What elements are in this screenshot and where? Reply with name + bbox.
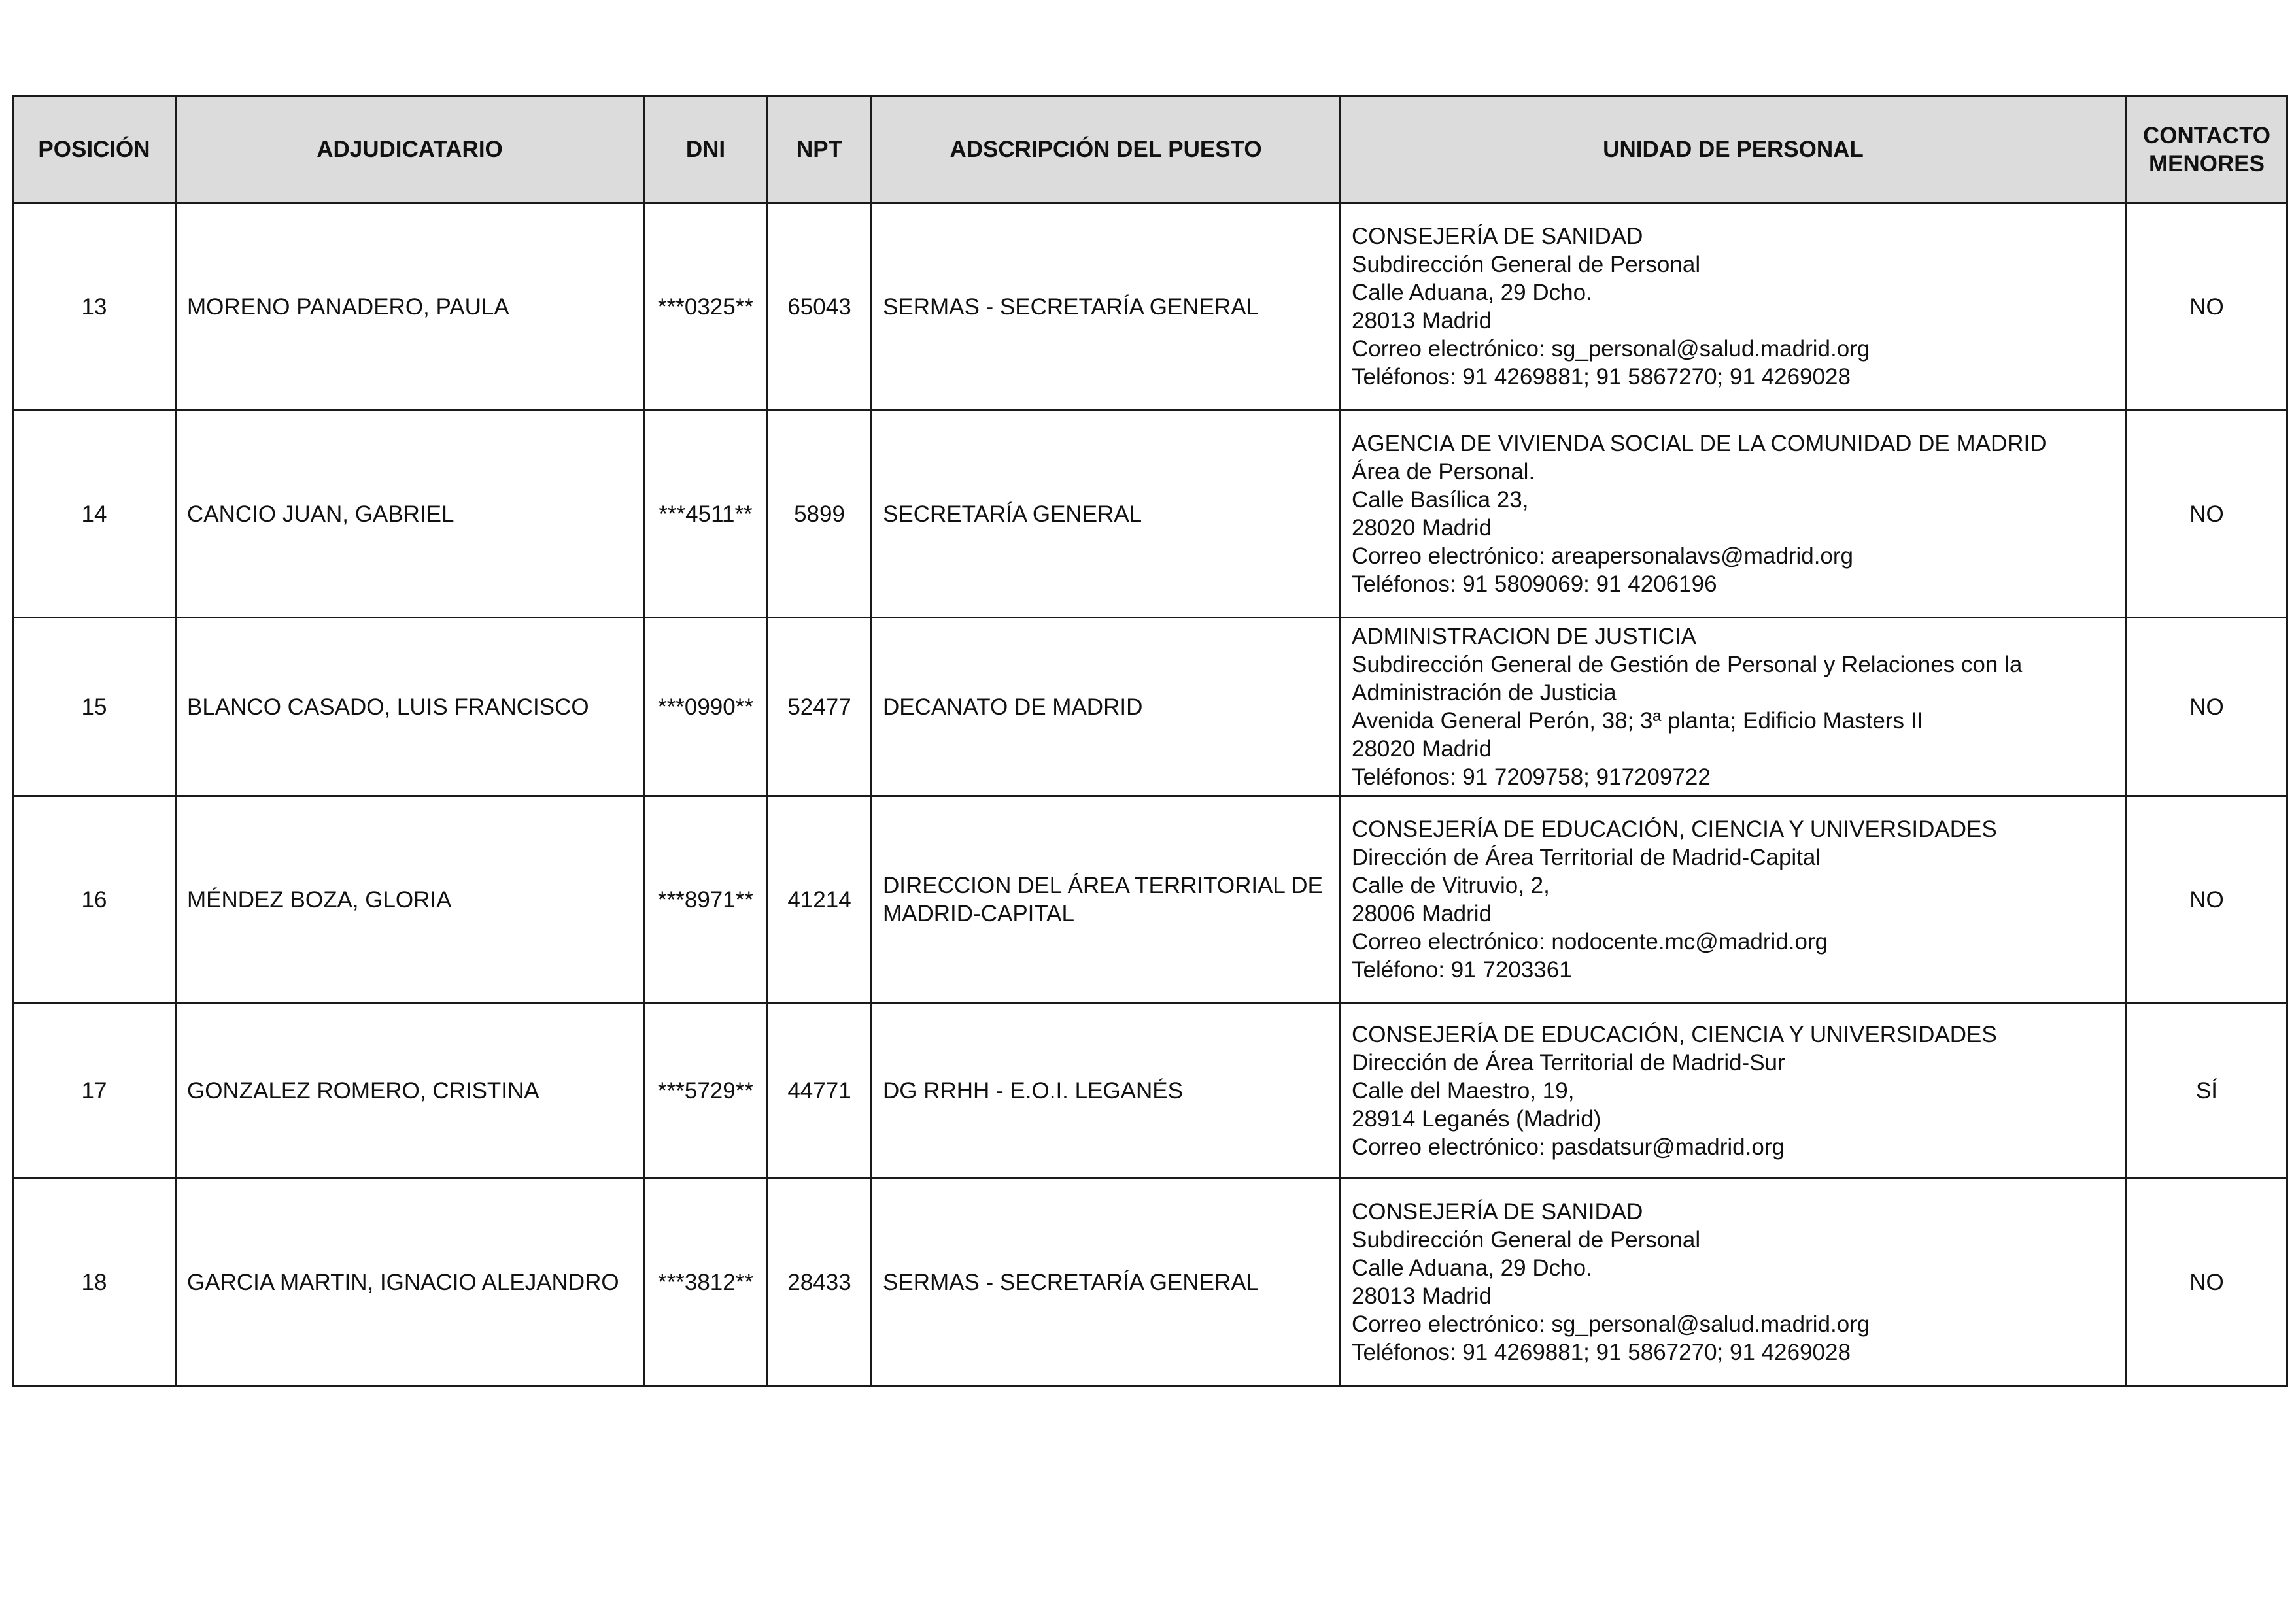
cell-contacto-menores: NO	[2127, 411, 2287, 618]
unidad-line: Área de Personal.	[1352, 459, 1535, 484]
cell-posicion: 17	[13, 1004, 176, 1179]
unidad-email: Correo electrónico: sg_personal@salud.madrid.org	[1352, 336, 1870, 362]
unidad-line: ADMINISTRACION DE JUSTICIA	[1352, 624, 1696, 649]
unidad-line: Avenida General Perón, 38; 3ª planta; Edificio Masters II	[1352, 708, 1924, 734]
unidad-line: Calle del Maestro, 19,	[1352, 1078, 1575, 1104]
cell-contacto-menores: NO	[2127, 796, 2287, 1004]
cell-adscripcion: SERMAS - SECRETARÍA GENERAL	[872, 203, 1341, 411]
unidad-line: AGENCIA DE VIVIENDA SOCIAL DE LA COMUNIDAD DE MADRID	[1352, 431, 2047, 456]
unidad-phones: Teléfonos: 91 7209758; 917209722	[1352, 764, 1711, 790]
cell-npt: 44771	[768, 1004, 872, 1179]
cell-npt: 5899	[768, 411, 872, 618]
cell-dni: ***3812**	[644, 1179, 768, 1386]
cell-posicion: 15	[13, 618, 176, 796]
document-page	[12, 95, 2286, 1387]
unidad-phones: Teléfono: 91 7203361	[1352, 957, 1572, 983]
cell-posicion: 13	[13, 203, 176, 411]
header-unidad: UNIDAD DE PERSONAL	[1341, 96, 2127, 203]
unidad-phones: Teléfonos: 91 5809069: 91 4206196	[1352, 571, 1717, 597]
cell-dni: ***0990**	[644, 618, 768, 796]
unidad-line: CONSEJERÍA DE SANIDAD	[1352, 1199, 1643, 1225]
cell-posicion: 16	[13, 796, 176, 1004]
cell-unidad	[1341, 618, 2127, 796]
unidad-line: 28013 Madrid	[1352, 308, 1492, 333]
unidad-line: Dirección de Área Territorial de Madrid-Sur	[1352, 1050, 1785, 1075]
cell-adjudicatario: MORENO PANADERO, PAULA	[176, 203, 644, 411]
unidad-line: Calle Basílica 23,	[1352, 487, 1529, 513]
unidad-line: CONSEJERÍA DE EDUCACIÓN, CIENCIA Y UNIVERSIDADES	[1352, 817, 1997, 842]
cell-unidad	[1341, 1179, 2127, 1386]
unidad-line: Subdirección General de Gestión de Personal y Relaciones con la Administración de Justicia	[1352, 652, 2023, 705]
cell-adscripcion: SERMAS - SECRETARÍA GENERAL	[872, 1179, 1341, 1386]
unidad-line: 28013 Madrid	[1352, 1283, 1492, 1309]
header-adjudicatario: ADJUDICATARIO	[176, 96, 644, 203]
unidad-phones: Teléfonos: 91 4269881; 91 5867270; 91 4269028	[1352, 1340, 1851, 1365]
unidad-email: Correo electrónico: sg_personal@salud.madrid.org	[1352, 1311, 1870, 1337]
unidad-line: Subdirección General de Personal	[1352, 252, 1701, 277]
table-row	[13, 796, 2287, 1004]
cell-contacto-menores: NO	[2127, 203, 2287, 411]
cell-adscripcion: SECRETARÍA GENERAL	[872, 411, 1341, 618]
unidad-line: 28020 Madrid	[1352, 736, 1492, 762]
cell-adjudicatario: MÉNDEZ BOZA, GLORIA	[176, 796, 644, 1004]
unidad-email: Correo electrónico: areapersonalavs@madrid.org	[1352, 543, 1854, 569]
header-posicion: POSICIÓN	[13, 96, 176, 203]
header-contacto-line1: CONTACTO	[2142, 122, 2271, 148]
cell-dni: ***8971**	[644, 796, 768, 1004]
header-npt: NPT	[768, 96, 872, 203]
header-row	[13, 96, 2287, 203]
cell-dni: ***5729**	[644, 1004, 768, 1179]
cell-adjudicatario: GARCIA MARTIN, IGNACIO ALEJANDRO	[176, 1179, 644, 1386]
cell-contacto-menores: SÍ	[2127, 1004, 2287, 1179]
unidad-line: Calle Aduana, 29 Dcho.	[1352, 1255, 1592, 1281]
cell-adscripcion: DG RRHH - E.O.I. LEGANÉS	[872, 1004, 1341, 1179]
cell-unidad	[1341, 1004, 2127, 1179]
cell-dni: ***4511**	[644, 411, 768, 618]
cell-npt: 52477	[768, 618, 872, 796]
cell-npt: 41214	[768, 796, 872, 1004]
adjudication-table	[12, 95, 2288, 1387]
cell-contacto-menores: NO	[2127, 1179, 2287, 1386]
unidad-email: Correo electrónico: pasdatsur@madrid.org	[1352, 1134, 1785, 1160]
unidad-line: Dirección de Área Territorial de Madrid-Capital	[1352, 845, 1821, 870]
cell-adscripcion: DECANATO DE MADRID	[872, 618, 1341, 796]
table-row	[13, 411, 2287, 618]
unidad-line: 28020 Madrid	[1352, 515, 1492, 541]
cell-unidad	[1341, 203, 2127, 411]
header-adscripcion: ADSCRIPCIÓN DEL PUESTO	[872, 96, 1341, 203]
table-row	[13, 1179, 2287, 1386]
cell-npt: 65043	[768, 203, 872, 411]
table-row	[13, 1004, 2287, 1179]
unidad-line: Subdirección General de Personal	[1352, 1227, 1701, 1253]
cell-adjudicatario: CANCIO JUAN, GABRIEL	[176, 411, 644, 618]
header-dni: DNI	[644, 96, 768, 203]
unidad-phones: Teléfonos: 91 4269881; 91 5867270; 91 4269028	[1352, 364, 1851, 390]
cell-adjudicatario: BLANCO CASADO, LUIS FRANCISCO	[176, 618, 644, 796]
unidad-line: Calle de Vitruvio, 2,	[1352, 873, 1550, 898]
cell-dni: ***0325**	[644, 203, 768, 411]
unidad-line: CONSEJERÍA DE SANIDAD	[1352, 224, 1643, 249]
table-row	[13, 203, 2287, 411]
unidad-line: 28914 Leganés (Madrid)	[1352, 1106, 1601, 1132]
cell-posicion: 18	[13, 1179, 176, 1386]
table-row	[13, 618, 2287, 796]
cell-npt: 28433	[768, 1179, 872, 1386]
header-contacto-menores	[2127, 96, 2287, 203]
unidad-line: CONSEJERÍA DE EDUCACIÓN, CIENCIA Y UNIVERSIDADES	[1352, 1022, 1997, 1047]
cell-posicion: 14	[13, 411, 176, 618]
cell-unidad	[1341, 796, 2127, 1004]
cell-unidad	[1341, 411, 2127, 618]
unidad-line: Calle Aduana, 29 Dcho.	[1352, 280, 1592, 305]
unidad-email: Correo electrónico: nodocente.mc@madrid.org	[1352, 929, 1828, 955]
cell-contacto-menores: NO	[2127, 618, 2287, 796]
unidad-line: 28006 Madrid	[1352, 901, 1492, 926]
cell-adscripcion: DIRECCION DEL ÁREA TERRITORIAL DE MADRID-CAPITAL	[872, 796, 1341, 1004]
cell-adjudicatario: GONZALEZ ROMERO, CRISTINA	[176, 1004, 644, 1179]
header-contacto-line2: MENORES	[2149, 150, 2265, 177]
